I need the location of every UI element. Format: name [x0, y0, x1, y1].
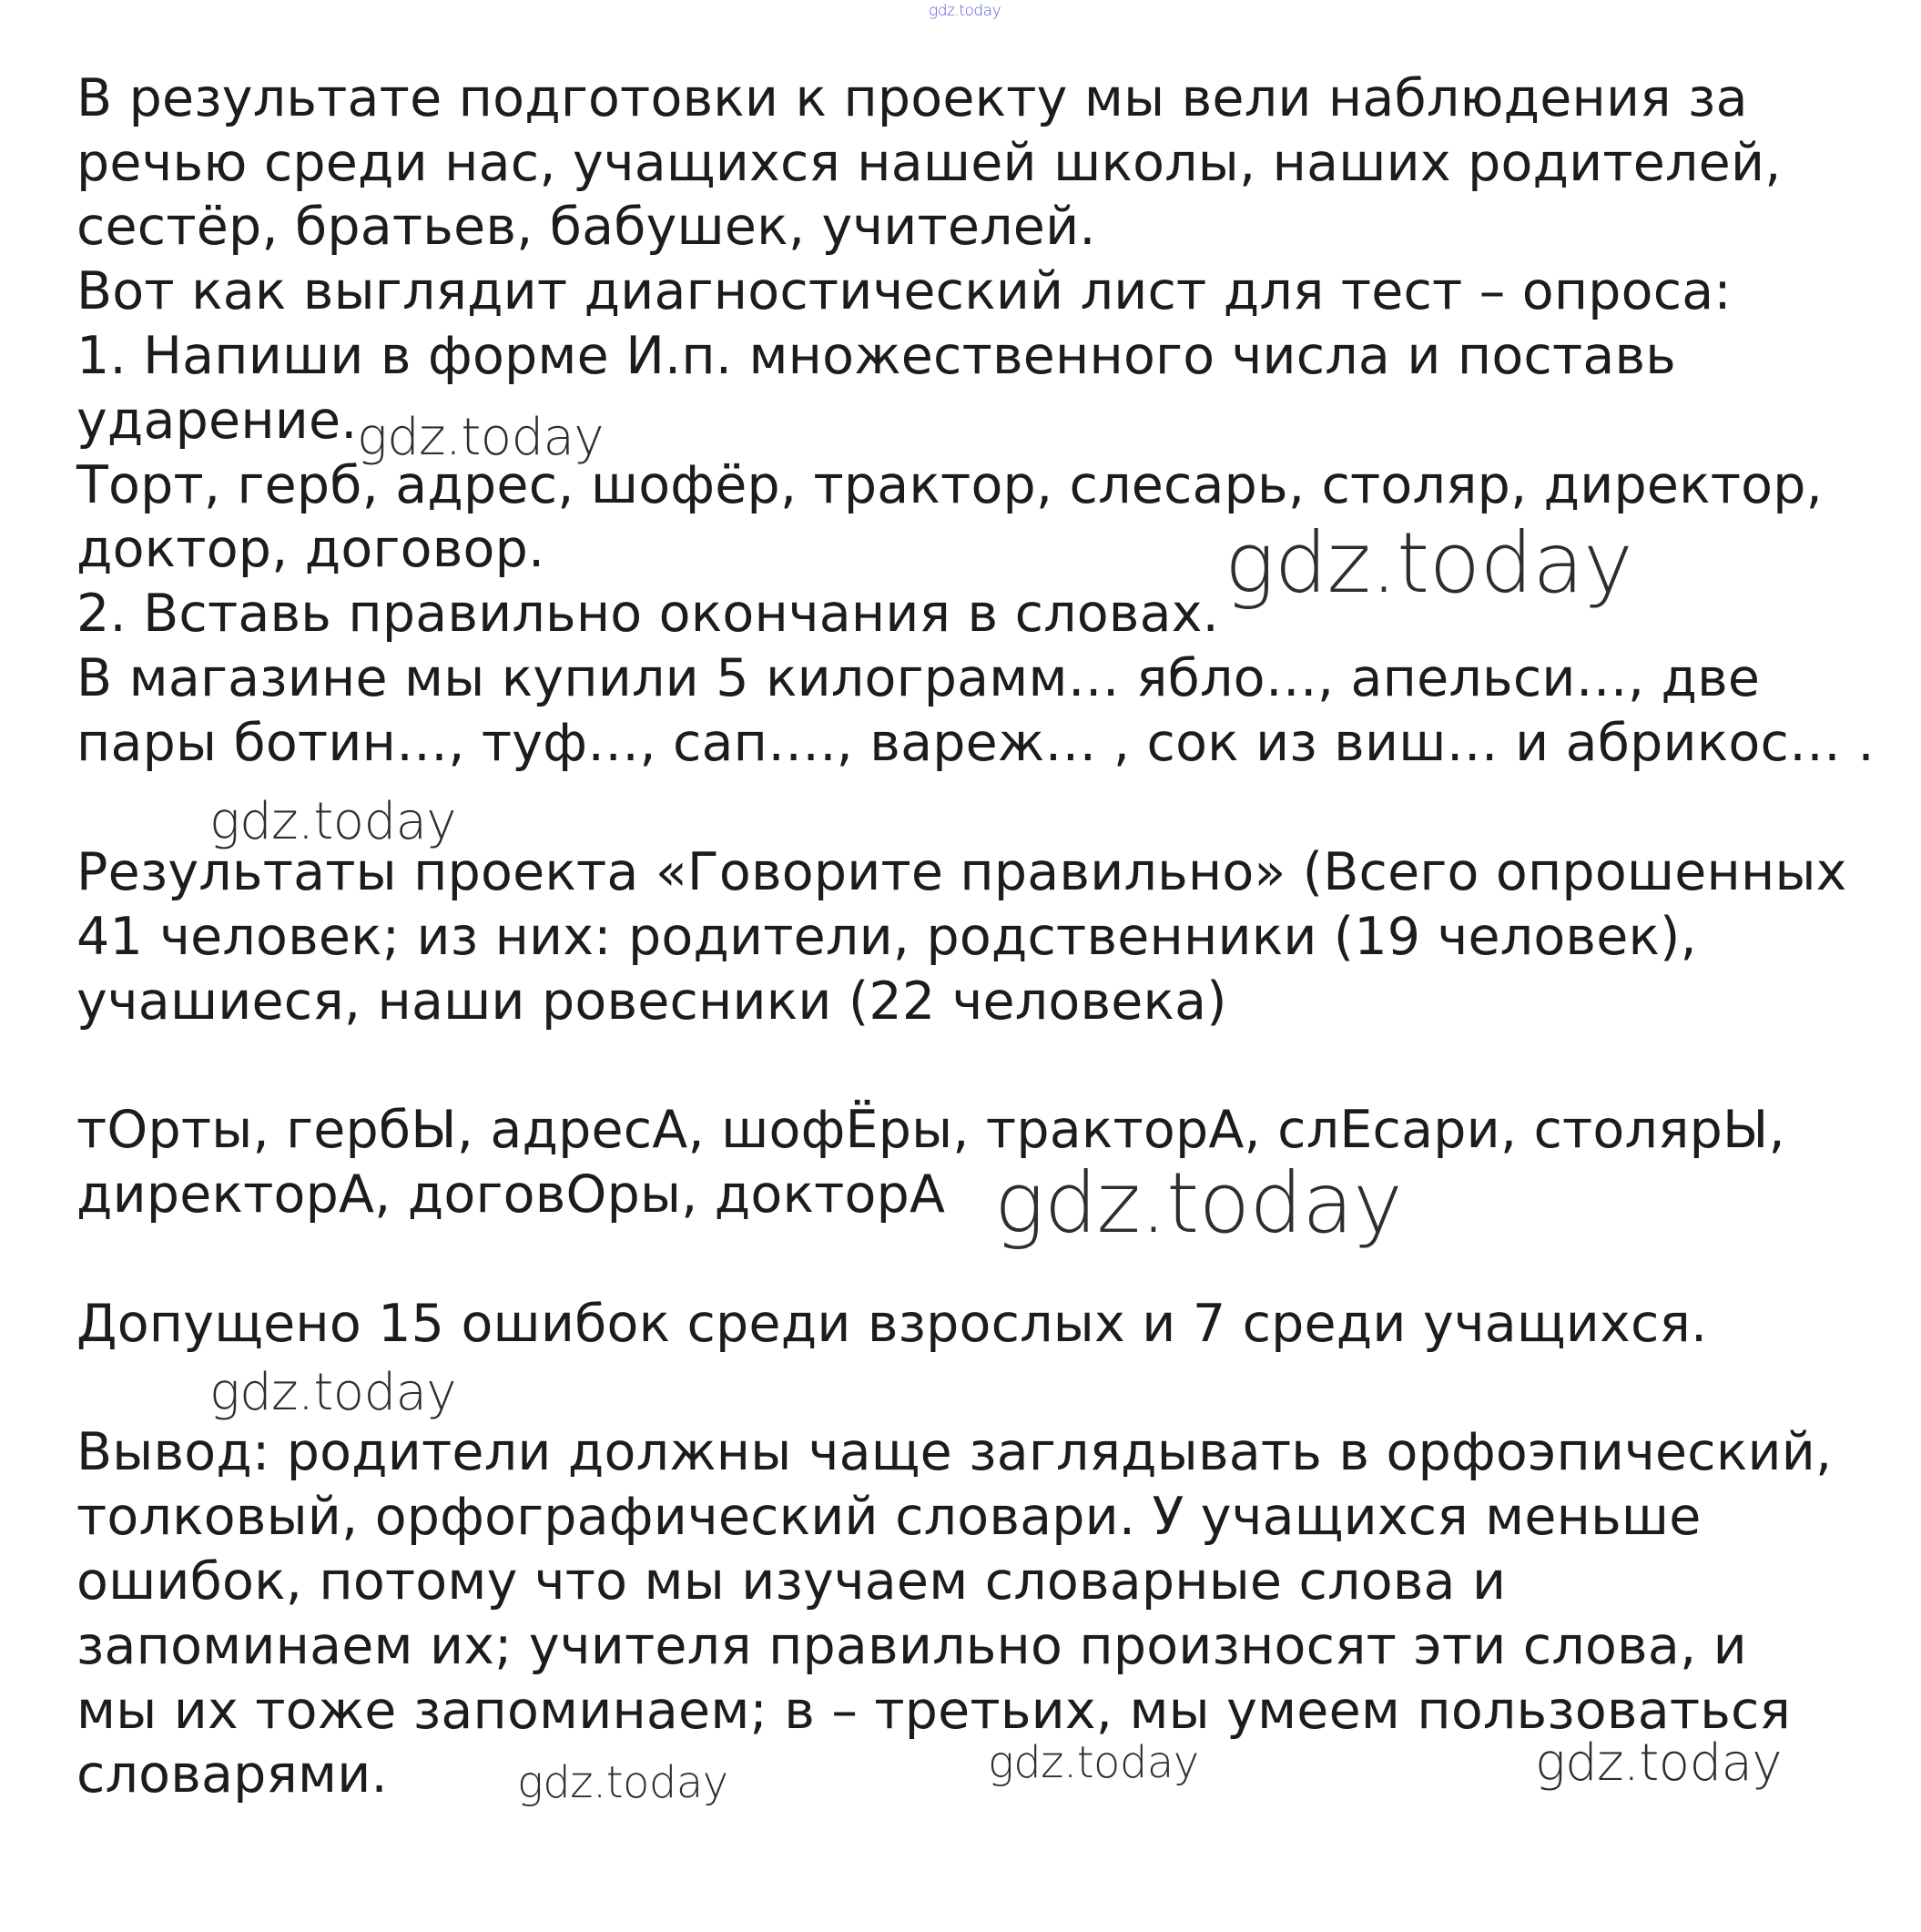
text-line-12: Результаты проекта «Говорите правильно» (Всего опрошенных	[76, 842, 1847, 902]
text-line-1: В результате подготовки к проекту мы вели наблюдения за	[76, 68, 1748, 128]
text-line-20: ошибок, потому что мы изучаем словарные слова и	[76, 1551, 1507, 1612]
text-line-8: доктор, договор.	[76, 519, 545, 579]
text-line-3: сестёр, братьев, бабушек, учителей.	[76, 197, 1096, 257]
watermark-5: gdz.today	[209, 1363, 457, 1422]
text-line-19: толковый, орфографический словари. У учащихся меньше	[76, 1487, 1702, 1547]
text-line-7: Торт, герб, адрес, шофёр, трактор, слесарь, столяр, директор,	[76, 455, 1823, 515]
text-line-14: учашиеся, наши ровесники (22 человека)	[76, 971, 1227, 1032]
text-line-9: 2. Вставь правильно окончания в словах.	[76, 584, 1219, 644]
watermark-7: gdz.today	[988, 1737, 1199, 1788]
text-line-16: директорА, договОры, докторА	[76, 1164, 946, 1225]
text-line-17: Допущено 15 ошибок среди взрослых и 7 среди учащихся.	[76, 1294, 1708, 1354]
text-line-22: мы их тоже запоминаем; в – третьих, мы умеем пользоваться	[76, 1681, 1792, 1741]
watermark-6: gdz.today	[517, 1757, 728, 1808]
text-line-2: речью среди нас, учащихся нашей школы, наших родителей,	[76, 133, 1782, 193]
text-line-4: Вот как выглядит диагностический лист для тест – опроса:	[76, 261, 1732, 321]
watermark-top: gdz.today	[929, 2, 1001, 20]
watermark-4: gdz.today	[994, 1154, 1403, 1252]
text-line-6: ударение.	[76, 391, 358, 451]
text-line-10: В магазине мы купили 5 килограмм… ябло…, апельси…, две	[76, 648, 1761, 708]
watermark-8: gdz.today	[1535, 1734, 1783, 1793]
text-line-18: Вывод: родители должны чаще заглядывать в орфоэпический,	[76, 1422, 1833, 1482]
text-line-15: тОрты, гербЫ, адресА, шофЁры, тракторА, слЕсари, столярЫ,	[76, 1100, 1785, 1160]
text-line-11: пары ботин…, туф…, сап…., вареж… , сок из виш… и абрикос… .	[76, 713, 1875, 773]
text-line-23: словарями.	[76, 1744, 388, 1805]
watermark-2: gdz.today	[1225, 514, 1633, 612]
watermark-1: gdz.today	[357, 408, 605, 467]
text-line-5: 1. Напиши в форме И.п. множественного числа и поставь	[76, 326, 1677, 386]
text-line-13: 41 человек; из них: родители, родственники (19 человек),	[76, 907, 1697, 967]
watermark-3: gdz.today	[209, 792, 457, 851]
text-line-21: запоминаем их; учителя правильно произносят эти слова, и	[76, 1616, 1747, 1676]
